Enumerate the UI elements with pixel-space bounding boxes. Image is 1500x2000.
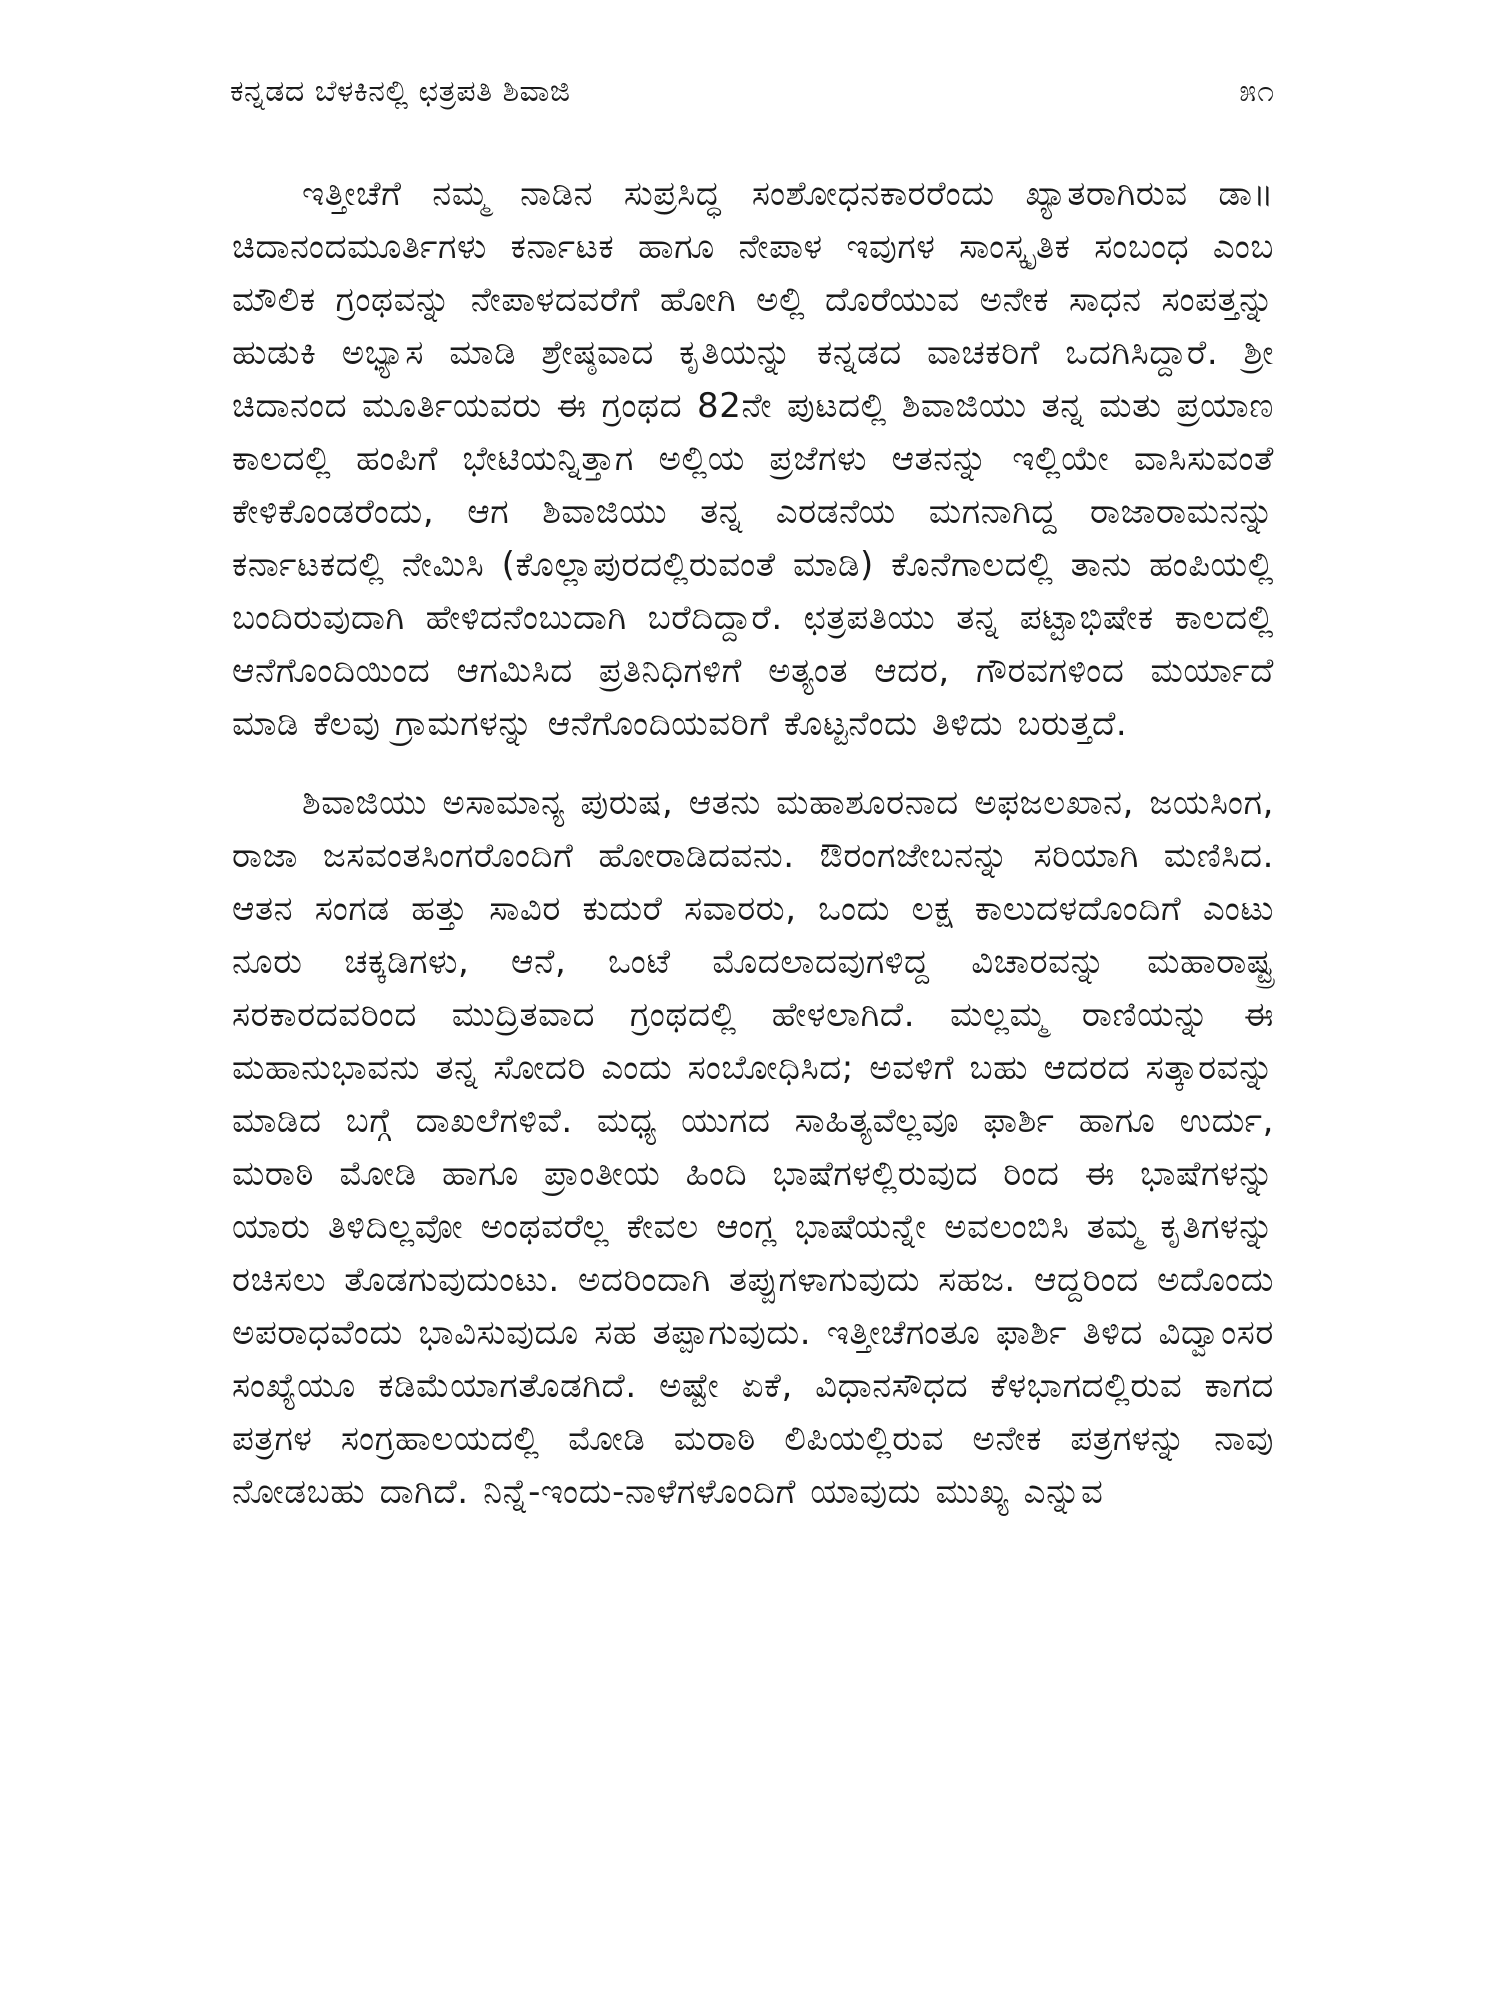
running-header-title: ಕನ್ನಡದ ಬೆಳಕಿನಲ್ಲಿ ಛತ್ರಪತಿ ಶಿವಾಜಿ <box>230 74 571 109</box>
page-number: ೫೧ <box>1239 74 1275 109</box>
paragraph: ಇತ್ತೀಚೆಗೆ ನಮ್ಮ ನಾಡಿನ ಸುಪ್ರಸಿದ್ಧ ಸಂಶೋಧನಕಾರರೆಂದು ಖ್ಯಾತರಾಗಿರುವ ಡಾ॥ ಚಿದಾನಂದಮೂರ್ತಿಗಳು ಕರ್ನಾಟಕ ಹಾಗೂ ನೇಪಾಳ ಇವುಗಳ ಸಾಂಸ್ಕೃತಿಕ ಸಂಬಂಧ ಎಂಬ ಮೌಲಿಕ ಗ್ರಂಥವನ್ನು ನೇಪಾಳದವರೆಗೆ ಹೋಗಿ ಅಲ್ಲಿ ದೊರೆಯುವ ಅನೇಕ ಸಾಧನ ಸಂಪತ್ತನ್ನು ಹುಡುಕಿ ಅಭ್ಯಾಸ ಮಾಡಿ ಶ್ರೇಷ್ಠವಾದ ಕೃತಿಯನ್ನು ಕನ್ನಡದ ವಾಚಕರಿಗೆ ಒದಗಿಸಿದ್ದಾರೆ. ಶ್ರೀ ಚಿದಾನಂದ ಮೂರ್ತಿಯವರು ಈ ಗ್ರಂಥದ 82ನೇ ಪುಟದಲ್ಲಿ ಶಿವಾಜಿಯು ತನ್ನ ಮತು ಪ್ರಯಾಣ ಕಾಲದಲ್ಲಿ ಹಂಪಿಗೆ ಭೇಟಿಯನ್ನಿತ್ತಾಗ ಅಲ್ಲಿಯ ಪ್ರಜೆಗಳು ಆತನನ್ನು ಇಲ್ಲಿಯೇ ವಾಸಿಸುವಂತೆ ಕೇಳಿಕೊಂಡರೆಂದು, ಆಗ ಶಿವಾಜಿಯು ತನ್ನ ಎರಡನೆಯ ಮಗನಾಗಿದ್ದ ರಾಜಾರಾಮನನ್ನು ಕರ್ನಾಟಕದಲ್ಲಿ ನೇಮಿಸಿ (ಕೊಲ್ಲಾಪುರದಲ್ಲಿರುವಂತೆ ಮಾಡಿ) ಕೊನೆಗಾಲದಲ್ಲಿ ತಾನು ಹಂಪಿಯಲ್ಲಿ ಬಂದಿರುವುದಾಗಿ ಹೇಳಿದನೆಂಬುದಾಗಿ ಬರೆದಿದ್ದಾರೆ. ಛತ್ರಪತಿಯು ತನ್ನ ಪಟ್ಟಾಭಿಷೇಕ ಕಾಲದಲ್ಲಿ ಆನೆಗೊಂದಿಯಿಂದ ಆಗಮಿಸಿದ ಪ್ರತಿನಿಧಿಗಳಿಗೆ ಅತ್ಯಂತ ಆದರ, ಗೌರವಗಳಿಂದ ಮರ್ಯಾದೆ ಮಾಡಿ ಕೆಲವು ಗ್ರಾಮಗಳನ್ನು ಆನೆಗೊಂದಿಯವರಿಗೆ ಕೊಟ್ಟನೆಂದು ತಿಳಿದು ಬರುತ್ತದೆ. <box>232 174 1274 744</box>
running-header <box>230 66 1275 118</box>
body-text <box>232 168 1274 1519</box>
paragraph: ಶಿವಾಜಿಯು ಅಸಾಮಾನ್ಯ ಪುರುಷ, ಆತನು ಮಹಾಶೂರನಾದ ಅಫಜಲಖಾನ, ಜಯಸಿಂಗ, ರಾಜಾ ಜಸವಂತಸಿಂಗರೊಂದಿಗೆ ಹೋರಾಡಿದವನು. ಔರಂಗಜೇಬನನ್ನು ಸರಿಯಾಗಿ ಮಣಿಸಿದ. ಆತನ ಸಂಗಡ ಹತ್ತು ಸಾವಿರ ಕುದುರೆ ಸವಾರರು, ಒಂದು ಲಕ್ಷ ಕಾಲುದಳದೊಂದಿಗೆ ಎಂಟು ನೂರು ಚಕ್ಕಡಿಗಳು, ಆನೆ, ಒಂಟೆ ಮೊದಲಾದವುಗಳಿದ್ದ ವಿಚಾರವನ್ನು ಮಹಾರಾಷ್ಟ್ರ ಸರಕಾರದವರಿಂದ ಮುದ್ರಿತವಾದ ಗ್ರಂಥದಲ್ಲಿ ಹೇಳಲಾಗಿದೆ. ಮಲ್ಲಮ್ಮ ರಾಣಿಯನ್ನು ಈ ಮಹಾನುಭಾವನು ತನ್ನ ಸೋದರಿ ಎಂದು ಸಂಬೋಧಿಸಿದ; ಅವಳಿಗೆ ಬಹು ಆದರದ ಸತ್ಕಾರವನ್ನು ಮಾಡಿದ ಬಗ್ಗೆ ದಾಖಲೆಗಳಿವೆ. ಮಧ್ಯ ಯುಗದ ಸಾಹಿತ್ಯವೆಲ್ಲವೂ ಫಾರ್ಶಿ ಹಾಗೂ ಉರ್ದು, ಮರಾಠಿ ಮೋಡಿ ಹಾಗೂ ಪ್ರಾಂತೀಯ ಹಿಂದಿ ಭಾಷೆಗಳಲ್ಲಿರುವುದ ರಿಂದ ಈ ಭಾಷೆಗಳನ್ನು ಯಾರು ತಿಳಿದಿಲ್ಲವೋ ಅಂಥವರೆಲ್ಲ ಕೇವಲ ಆಂಗ್ಲ ಭಾಷೆಯನ್ನೇ ಅವಲಂಬಿಸಿ ತಮ್ಮ ಕೃತಿಗಳನ್ನು ರಚಿಸಲು ತೊಡಗುವುದುಂಟು. ಅದರಿಂದಾಗಿ ತಪ್ಪುಗಳಾಗುವುದು ಸಹಜ. ಆದ್ದರಿಂದ ಅದೊಂದು ಅಪರಾಧವೆಂದು ಭಾವಿಸುವುದೂ ಸಹ ತಪ್ಪಾಗುವುದು. ಇತ್ತೀಚೆಗಂತೂ ಫಾರ್ಶಿ ತಿಳಿದ ವಿದ್ವಾಂಸರ ಸಂಖ್ಯೆಯೂ ಕಡಿಮೆಯಾಗತೊಡಗಿದೆ. ಅಷ್ಟೇ ಏಕೆ, ವಿಧಾನಸೌಧದ ಕೆಳಭಾಗದಲ್ಲಿರುವ ಕಾಗದ ಪತ್ರಗಳ ಸಂಗ್ರಹಾಲಯದಲ್ಲಿ ಮೋಡಿ ಮರಾಠಿ ಲಿಪಿಯಲ್ಲಿರುವ ಅನೇಕ ಪತ್ರಗಳನ್ನು ನಾವು ನೋಡಬಹು ದಾಗಿದೆ. ನಿನ್ನೆ-ಇಂದು-ನಾಳೆಗಳೊಂದಿಗೆ ಯಾವುದು ಮುಖ್ಯ ಎನ್ನುವ <box>232 783 1274 1512</box>
